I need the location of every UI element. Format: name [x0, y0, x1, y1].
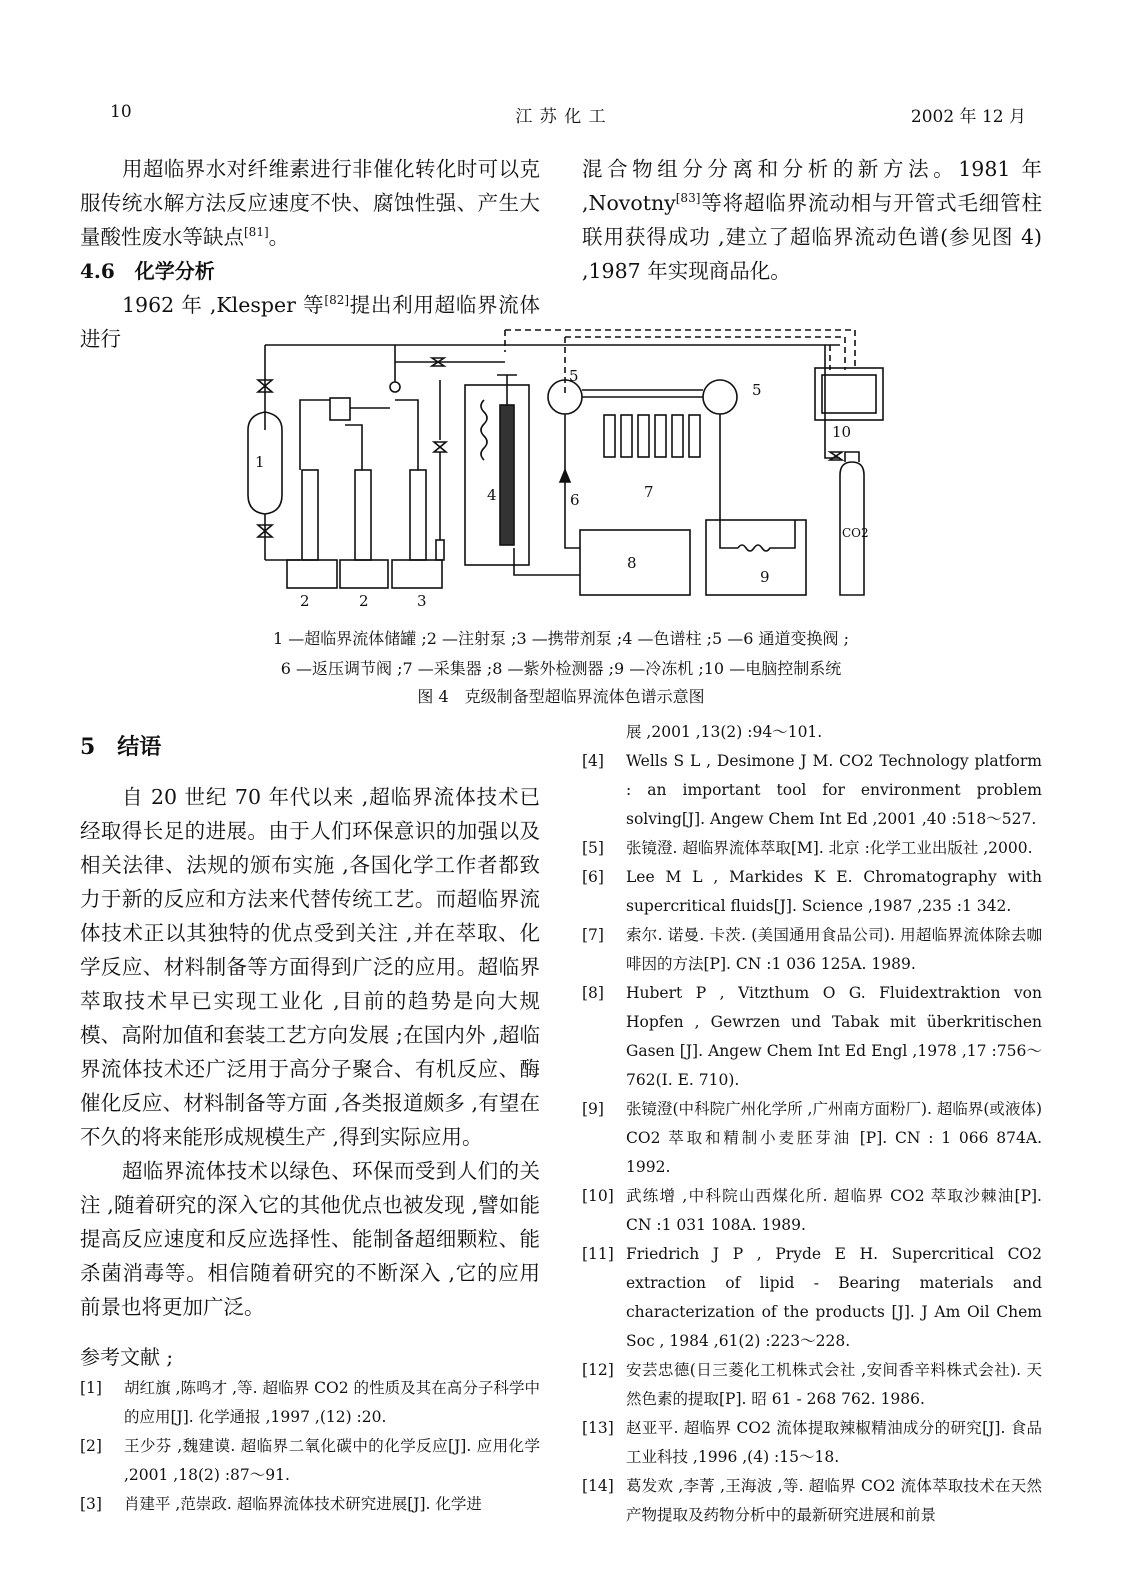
- references-right-list: [582, 718, 1042, 1530]
- label-1: 1: [255, 453, 265, 471]
- label-5a: 5: [569, 367, 579, 385]
- reference-item: [9] 张镜澄(中科院广州化学所 ,广州南方面粉厂). 超临界(或液体) CO2 萃取和精制小麦胚芽油 [P]. CN : 1 066 874A. 1992.: [582, 1100, 1042, 1176]
- reference-item: [2] 王少芬 ,魏建谟. 超临界二氧化碳中的化学反应[J]. 应用化学 ,2001 ,18(2) :87～91.: [80, 1437, 540, 1484]
- reference-item: [10] 武练增 ,中科院山西煤化所. 超临界 CO2 萃取沙棘油[P]. CN :1 031 108A. 1989.: [582, 1187, 1042, 1234]
- journal-title: 江 苏 化 工: [515, 107, 607, 127]
- reference-item: [4] Wells S L , Desimone J M. CO2 Technology platform : an important tool for environment problem solving[J]. Angew Chem Int Ed ,2001 ,40 :518～527.: [582, 752, 1042, 828]
- label-2a: 2: [300, 592, 310, 610]
- sfc-schematic-diagram: [0, 320, 1122, 620]
- issue-date: 2002 年 12 月: [910, 107, 1026, 127]
- reference-item: [6] Lee M L , Markides K E. Chromatography with supercritical fluids[J]. Science ,1987 ,235 :1 342.: [582, 868, 1042, 915]
- label-4: 4: [487, 486, 497, 504]
- references-left-list: [80, 1374, 540, 1519]
- label-9: 9: [760, 568, 770, 586]
- conclusion-paragraph-1: 自 20 世纪 70 年代以来 ,超临界流体技术已经取得长足的进展。由于人们环保意识的加强以及相关法律、法规的颁布实施 ,各国化学工作者都致力于新的反应和方法来代替传统工艺。而超临界流体技术正以其独特的优点受到关注 ,并在萃取、化学反应、材料制备等方面得到广泛的应用。超临界萃取技术早已实现工业化 ,目前的趋势是向大规模、高附加值和套装工艺方向发展 ;在国内外 ,超临界流体技术还广泛用于高分子聚合、有机反应、酶催化反应、材料制备等方面 ,各类报道颇多 ,有望在不久的将来能形成规模生产 ,得到实际应用。: [80, 785, 540, 1149]
- reference-item: [3] 肖建平 ,范崇政. 超临界流体技术研究进展[J]. 化学进: [80, 1495, 482, 1513]
- label-10: 10: [832, 423, 852, 441]
- label-5b: 5: [752, 381, 762, 399]
- section-heading-5: 5 结语: [80, 734, 162, 760]
- reference-item: [7] 索尔. 诺曼. 卡茨. (美国通用食品公司). 用超临界流体除去咖啡因的方法[P]. CN :1 036 125A. 1989.: [582, 926, 1042, 973]
- conclusion-paragraph-2: 超临界流体技术以绿色、环保而受到人们的关注 ,随着研究的深入它的其他优点也被发现 ,譬如能提高反应速度和反应选择性、能制备超细颗粒、能杀菌消毒等。相信随着研究的不断深入 ,它的应用前景也将更加广泛。: [80, 1159, 540, 1319]
- reference-item: [8] Hubert P , Vitzthum O G. Fluidextraktion von Hopfen , Gewrzen und Tabak mit überkritischen Gasen [J]. Angew Chem Int Ed Engl ,1978 ,17 :756～762(I. E. 710).: [582, 984, 1042, 1089]
- reference-item: [14] 葛发欢 ,李菁 ,王海波 ,等. 超临界 CO2 流体萃取技术在天然产物提取及药物分析中的最新研究进展和前景: [582, 1477, 1042, 1524]
- reference-item: [12] 安芸忠德(日三菱化工机株式会社 ,安间香辛料株式会社). 天然色素的提取[P]. 昭 61 - 268 762. 1986.: [582, 1361, 1042, 1408]
- reference-item: [1] 胡红旗 ,陈鸣才 ,等. 超临界 CO2 的性质及其在高分子科学中的应用[J]. 化学通报 ,1997 ,(12) :20.: [80, 1379, 540, 1426]
- figure-legend-line-2: 6 —返压调节阀 ;7 —采集器 ;8 —紫外检测器 ;9 —冷冻机 ;10 —电脑控制系统: [280, 659, 842, 678]
- reference-item: [11] Friedrich J P , Pryde E H. Supercritical CO2 extraction of lipid - Bearing materials and characterization of the products [J]. J Am Oil Chem Soc , 1984 ,61(2) :223～228.: [582, 1245, 1042, 1350]
- label-7: 7: [644, 483, 654, 501]
- paragraph-sfc: 混合物组分分离和分析的新方法。1981 年 ,Novotny[83]等将超临界流动相与开管式毛细管柱联用获得成功 ,建立了超临界流动色谱(参见图 4) ,1987 年实现商品化。: [582, 157, 1042, 283]
- paragraph-cellulose: 用超临界水对纤维素进行非催化转化时可以克服传统水解方法反应速度不快、腐蚀性强、产生大量酸性废水等缺点[81]。: [80, 157, 540, 249]
- top-right-column: [582, 152, 1042, 288]
- label-co2: CO2: [842, 526, 869, 540]
- label-8: 8: [627, 554, 637, 572]
- label-2b: 2: [359, 592, 369, 610]
- references-heading: 参考文献 ;: [80, 1345, 174, 1369]
- figure-caption: 图 4 克级制备型超临界流体色谱示意图: [417, 687, 705, 706]
- paragraph-chem-analysis: 1962 年 ,Klesper 等[82]提出利用超临界流体进行: [80, 293, 540, 351]
- reference-item: [5] 张镜澄. 超临界流体萃取[M]. 北京 :化学工业出版社 ,2000.: [582, 839, 1033, 857]
- figure-legend-line-1: 1 —超临界流体储罐 ;2 —注射泵 ;3 —携带剂泵 ;4 —色谱柱 ;5 —6 通道变换阀 ;: [273, 629, 849, 648]
- page-number: 10: [110, 102, 132, 122]
- reference-item: [13] 赵亚平. 超临界 CO2 流体提取辣椒精油成分的研究[J]. 食品工业科技 ,1996 ,(4) :15～18.: [582, 1419, 1042, 1466]
- reference-continuation: 展 ,2001 ,13(2) :94～101.: [626, 723, 823, 741]
- label-6: 6: [570, 491, 580, 509]
- label-3: 3: [417, 592, 427, 610]
- section-heading-4-6: 4.6 化学分析: [80, 259, 215, 283]
- conclusion-section: [80, 730, 540, 1519]
- collector-tubes: [604, 415, 700, 457]
